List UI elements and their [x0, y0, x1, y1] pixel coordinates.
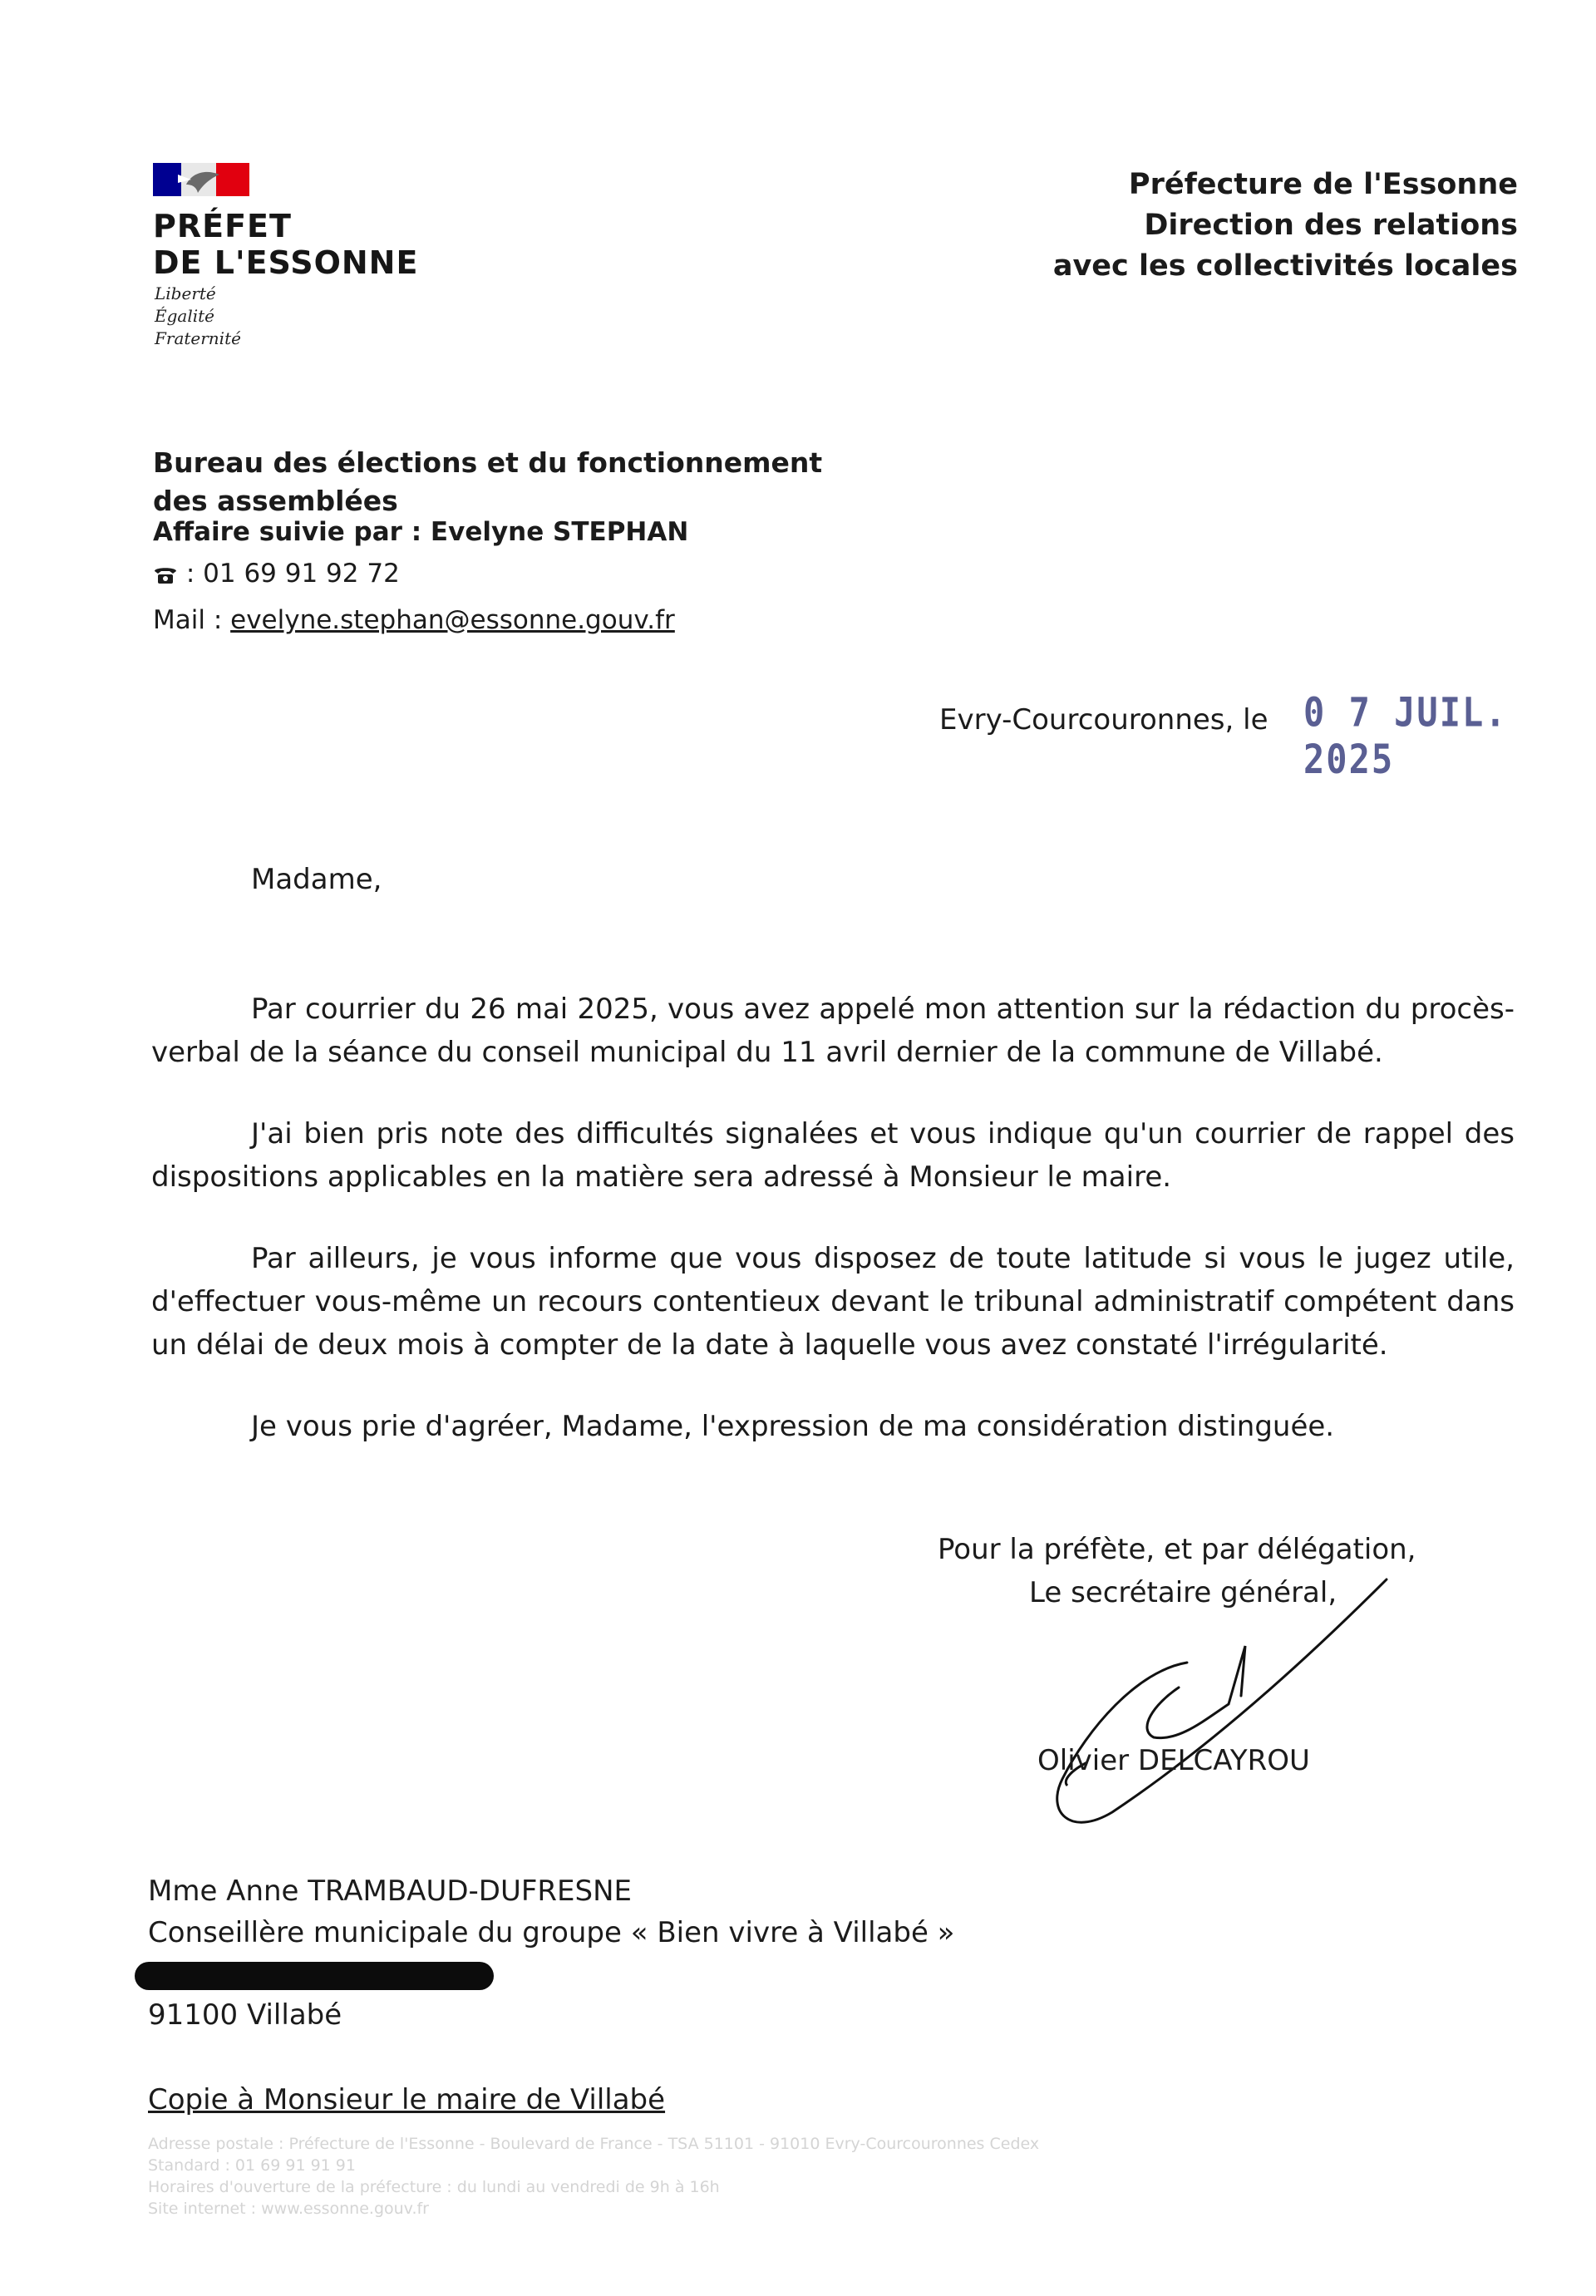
paragraph-3: Par ailleurs, je vous informe que vous disposez de toute latitude si vous le jugez utile, d'effectuer vous-même un recours contentieux devant le tribunal administratif compétent dans un délai de deux mois à compter de la date à laquelle vous avez constaté l'irrégularité.	[151, 1242, 1515, 1362]
mail-line	[153, 605, 675, 635]
affaire-suivie: Affaire suivie par : Evelyne STEPHAN	[153, 517, 689, 547]
collectivites-line: avec les collectivités locales	[1052, 249, 1518, 283]
signature-delegation: Pour la préfète, et par délégation,	[938, 1533, 1416, 1566]
motto-egalite: Égalité	[155, 306, 214, 326]
footer-address: Adresse postale : Préfecture de l'Essonne - Boulevard de France - TSA 51101 - 91010 Evry-Courcouronnes Cedex	[148, 2135, 1040, 2153]
bureau-line2: des assemblées	[153, 485, 398, 517]
copy-line: Copie à Monsieur le maire de Villabé	[148, 2083, 666, 2116]
prefecture-line: Préfecture de l'Essonne	[1128, 168, 1518, 201]
phone-number: : 01 69 91 92 72	[185, 559, 400, 589]
footer-hours: Horaires d'ouverture de la préfecture : du lundi au vendredi de 9h à 16h	[148, 2178, 720, 2196]
direction-line: Direction des relations	[1144, 209, 1518, 242]
recipient-name: Mme Anne TRAMBAUD-DUFRESNE	[148, 1875, 633, 1908]
redacted-address	[135, 1962, 494, 1990]
paragraph-1: Par courrier du 26 mai 2025, vous avez appelé mon attention sur la rédaction du procès-verbal de la séance du conseil municipal du 11 avril dernier de la commune de Villabé.	[151, 993, 1515, 1069]
bureau-line2-wrap	[153, 482, 398, 520]
bureau-line1: Bureau des élections et du fonctionnement	[153, 446, 823, 479]
signer-name: Olivier DELCAYROU	[1037, 1744, 1310, 1777]
paragraph-2: J'ai bien pris note des difficultés signalées et vous indique qu'un courrier de rappel des dispositions applicables en la matière sera adressé à Monsieur le maire.	[151, 1117, 1515, 1194]
marianne-logo	[153, 160, 249, 198]
recipient-city: 91100 Villabé	[148, 1998, 342, 2032]
recipient-block	[148, 1870, 954, 1954]
recipient-role: Conseillère municipale du groupe « Bien vivre à Villabé »	[148, 1916, 955, 1949]
logo-title-line2: DE L'ESSONNE	[153, 244, 419, 281]
salutation: Madame,	[251, 863, 382, 896]
logo-title	[153, 208, 418, 281]
phone-icon	[153, 564, 178, 584]
footer-website: Site internet : www.essonne.gouv.fr	[148, 2200, 429, 2218]
handwritten-signature	[1037, 1563, 1403, 1845]
mail-label: Mail :	[153, 605, 231, 635]
bureau-block	[153, 444, 822, 482]
footer-standard: Standard : 01 69 91 91 91	[148, 2156, 356, 2175]
signature-title: Le secrétaire général,	[1029, 1576, 1337, 1609]
paragraph-4: Je vous prie d'agréer, Madame, l'expression de ma considération distinguée.	[251, 1410, 1335, 1443]
date-stamp: 0 7 JUIL. 2025	[1303, 688, 1508, 783]
motto-fraternite: Fraternité	[155, 328, 241, 348]
date-place: Evry-Courcouronnes, le	[939, 703, 1268, 737]
prefecture-header	[1053, 165, 1518, 287]
logo-title-line1: PRÉFET	[153, 208, 292, 244]
mail-link[interactable]: evelyne.stephan@essonne.gouv.fr	[230, 605, 675, 635]
footer-block	[148, 2133, 1039, 2220]
motto-liberte: Liberté	[155, 283, 216, 303]
phone-line	[153, 559, 400, 589]
republic-motto	[155, 283, 241, 350]
